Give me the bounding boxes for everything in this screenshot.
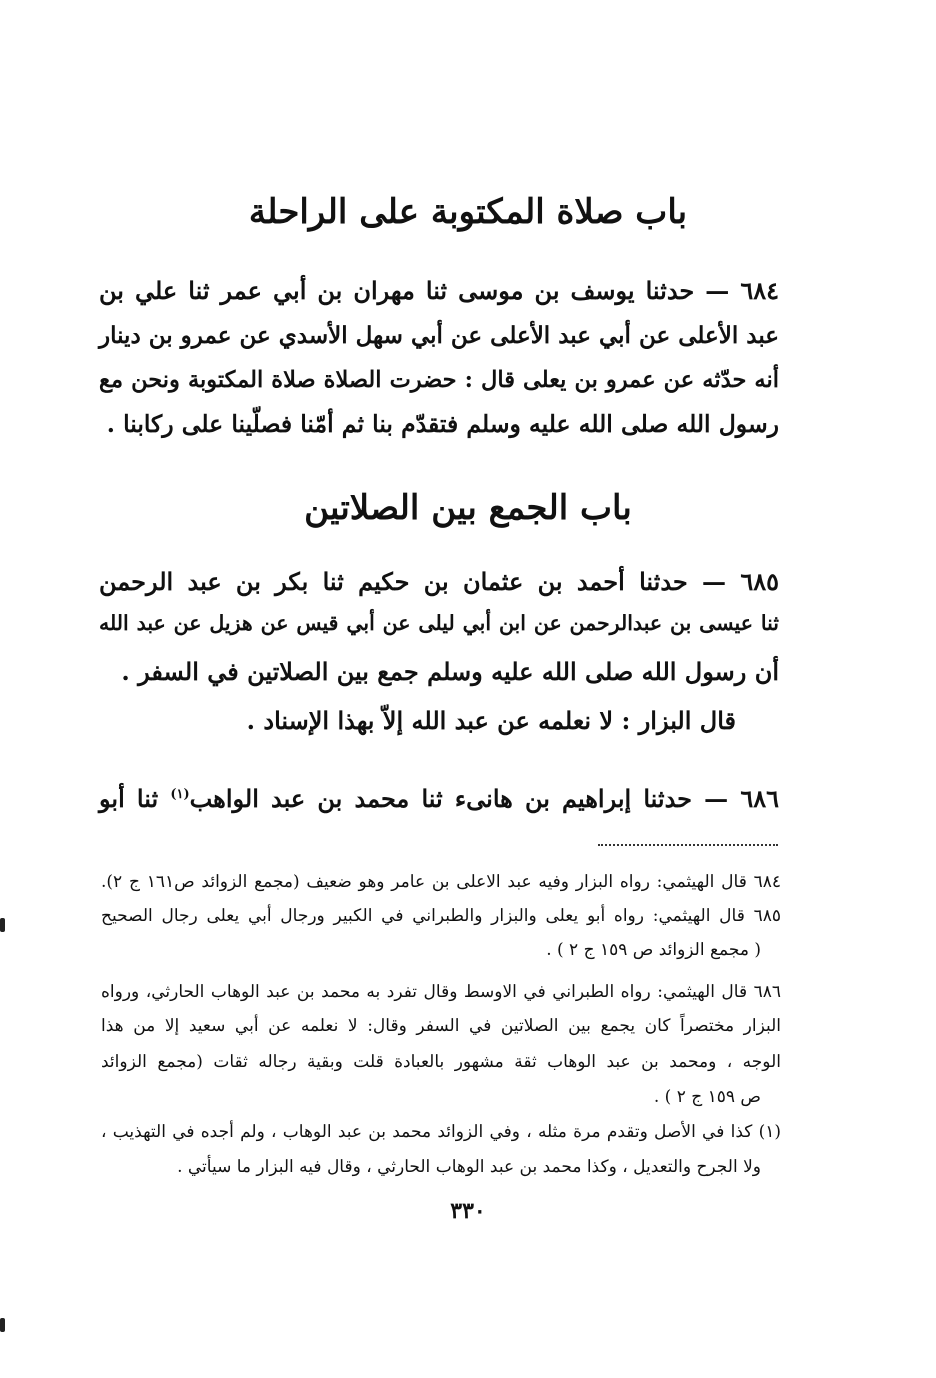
footnote-685-line-1: ٦٨٥ قال الهيثمي: رواه أبو يعلى والبزار والطبراني في الكبير ورجال أبي يعلى رجال الصحيح xyxy=(101,906,781,926)
hadith-685-line-2: ثنا عيسى بن عبدالرحمن عن ابن أبي ليلى عن أبي قيس عن هزيل عن عبد الله xyxy=(99,611,779,635)
footnote-686-line-2: البزار مختصراً كان يجمع بين الصلاتين في السفر وقال: لا نعلمه عن أبي سعيد إلا من هذا xyxy=(101,1016,781,1036)
footnote-1-line-2: ولا الجرح والتعديل ، وكذا محمد بن عبد الوهاب الحارثي ، وقال فيه البزار ما سيأتي . xyxy=(177,1157,761,1177)
footnote-separator xyxy=(598,844,778,846)
hadith-684-line-4: رسول الله صلى الله عليه وسلم فتقدّم بنا ثم أمّنا فصلّينا على ركابنا . xyxy=(106,410,779,438)
chapter-heading-prayer-on-mount: باب صلاة المكتوبة على الراحلة xyxy=(248,192,688,232)
hadith-686-text: ٦٨٦ — حدثنا إبراهيم بن هانىء ثنا محمد بن عبد الواهب xyxy=(189,784,779,813)
hadith-684-line-1: ٦٨٤ — حدثنا يوسف بن موسى ثنا مهران بن أبي عمر ثنا علي بن xyxy=(99,276,779,305)
footnote-686-line-1: ٦٨٦ قال الهيثمي: رواه الطبراني في الاوسط وقال تفرد به محمد بن عبد الوهاب الحارثي، ورواه xyxy=(101,982,781,1002)
hadith-686-line-1 xyxy=(99,784,779,813)
hadith-686-text-end: ثنا أبو xyxy=(99,784,171,813)
hadith-684-line-2: عبد الأعلى عن أبي عبد الأعلى عن أبي سهل الأسدي عن عمرو بن دينار xyxy=(99,322,779,349)
bazzar-remark: قال البزار : لا نعلمه عن عبد الله إلاّ بهذا الإسناد . xyxy=(246,706,736,735)
footnote-684: ٦٨٤ قال الهيثمي: رواه البزار وفيه عبد الاعلى بن عامر وهو ضعيف (مجمع الزوائد ص١٦١ ج ٢). xyxy=(101,872,781,892)
footnote-1-line-1: (١) كذا في الأصل وتقدم مرة مثله ، وفي الزوائد محمد بن عبد الوهاب ، ولم أجده في التهذيب ، xyxy=(101,1122,781,1142)
hadith-685-line-3: أن رسول الله صلى الله عليه وسلم جمع بين الصلاتين في السفر . xyxy=(121,657,779,686)
hadith-685-line-1: ٦٨٥ — حدثنا أحمد بن عثمان بن حكيم ثنا بكر بن عبد الرحمن xyxy=(99,567,779,596)
scan-mark-left-bottom xyxy=(0,1318,5,1332)
page-number: ٣٣٠ xyxy=(450,1198,486,1224)
chapter-heading-combining-prayers: باب الجمع بين الصلاتين xyxy=(304,488,632,528)
scan-mark-left xyxy=(0,918,5,932)
footnote-ref-1: (١) xyxy=(170,787,190,802)
footnote-685-line-2: ( مجمع الزوائد ص ١٥٩ ج ٢ ) . xyxy=(546,940,761,960)
footnote-686-line-4: ص ١٥٩ ج ٢ ) . xyxy=(653,1087,761,1107)
footnote-686-line-3: الوجه ، ومحمد بن عبد الوهاب ثقة مشهور بالعبادة قلت وبقية رجاله ثقات (مجمع الزوائد xyxy=(101,1052,781,1072)
hadith-684-line-3: أنه حدّثه عن عمرو بن يعلى قال : حضرت الصلاة صلاة المكتوبة ونحن مع xyxy=(99,367,779,393)
